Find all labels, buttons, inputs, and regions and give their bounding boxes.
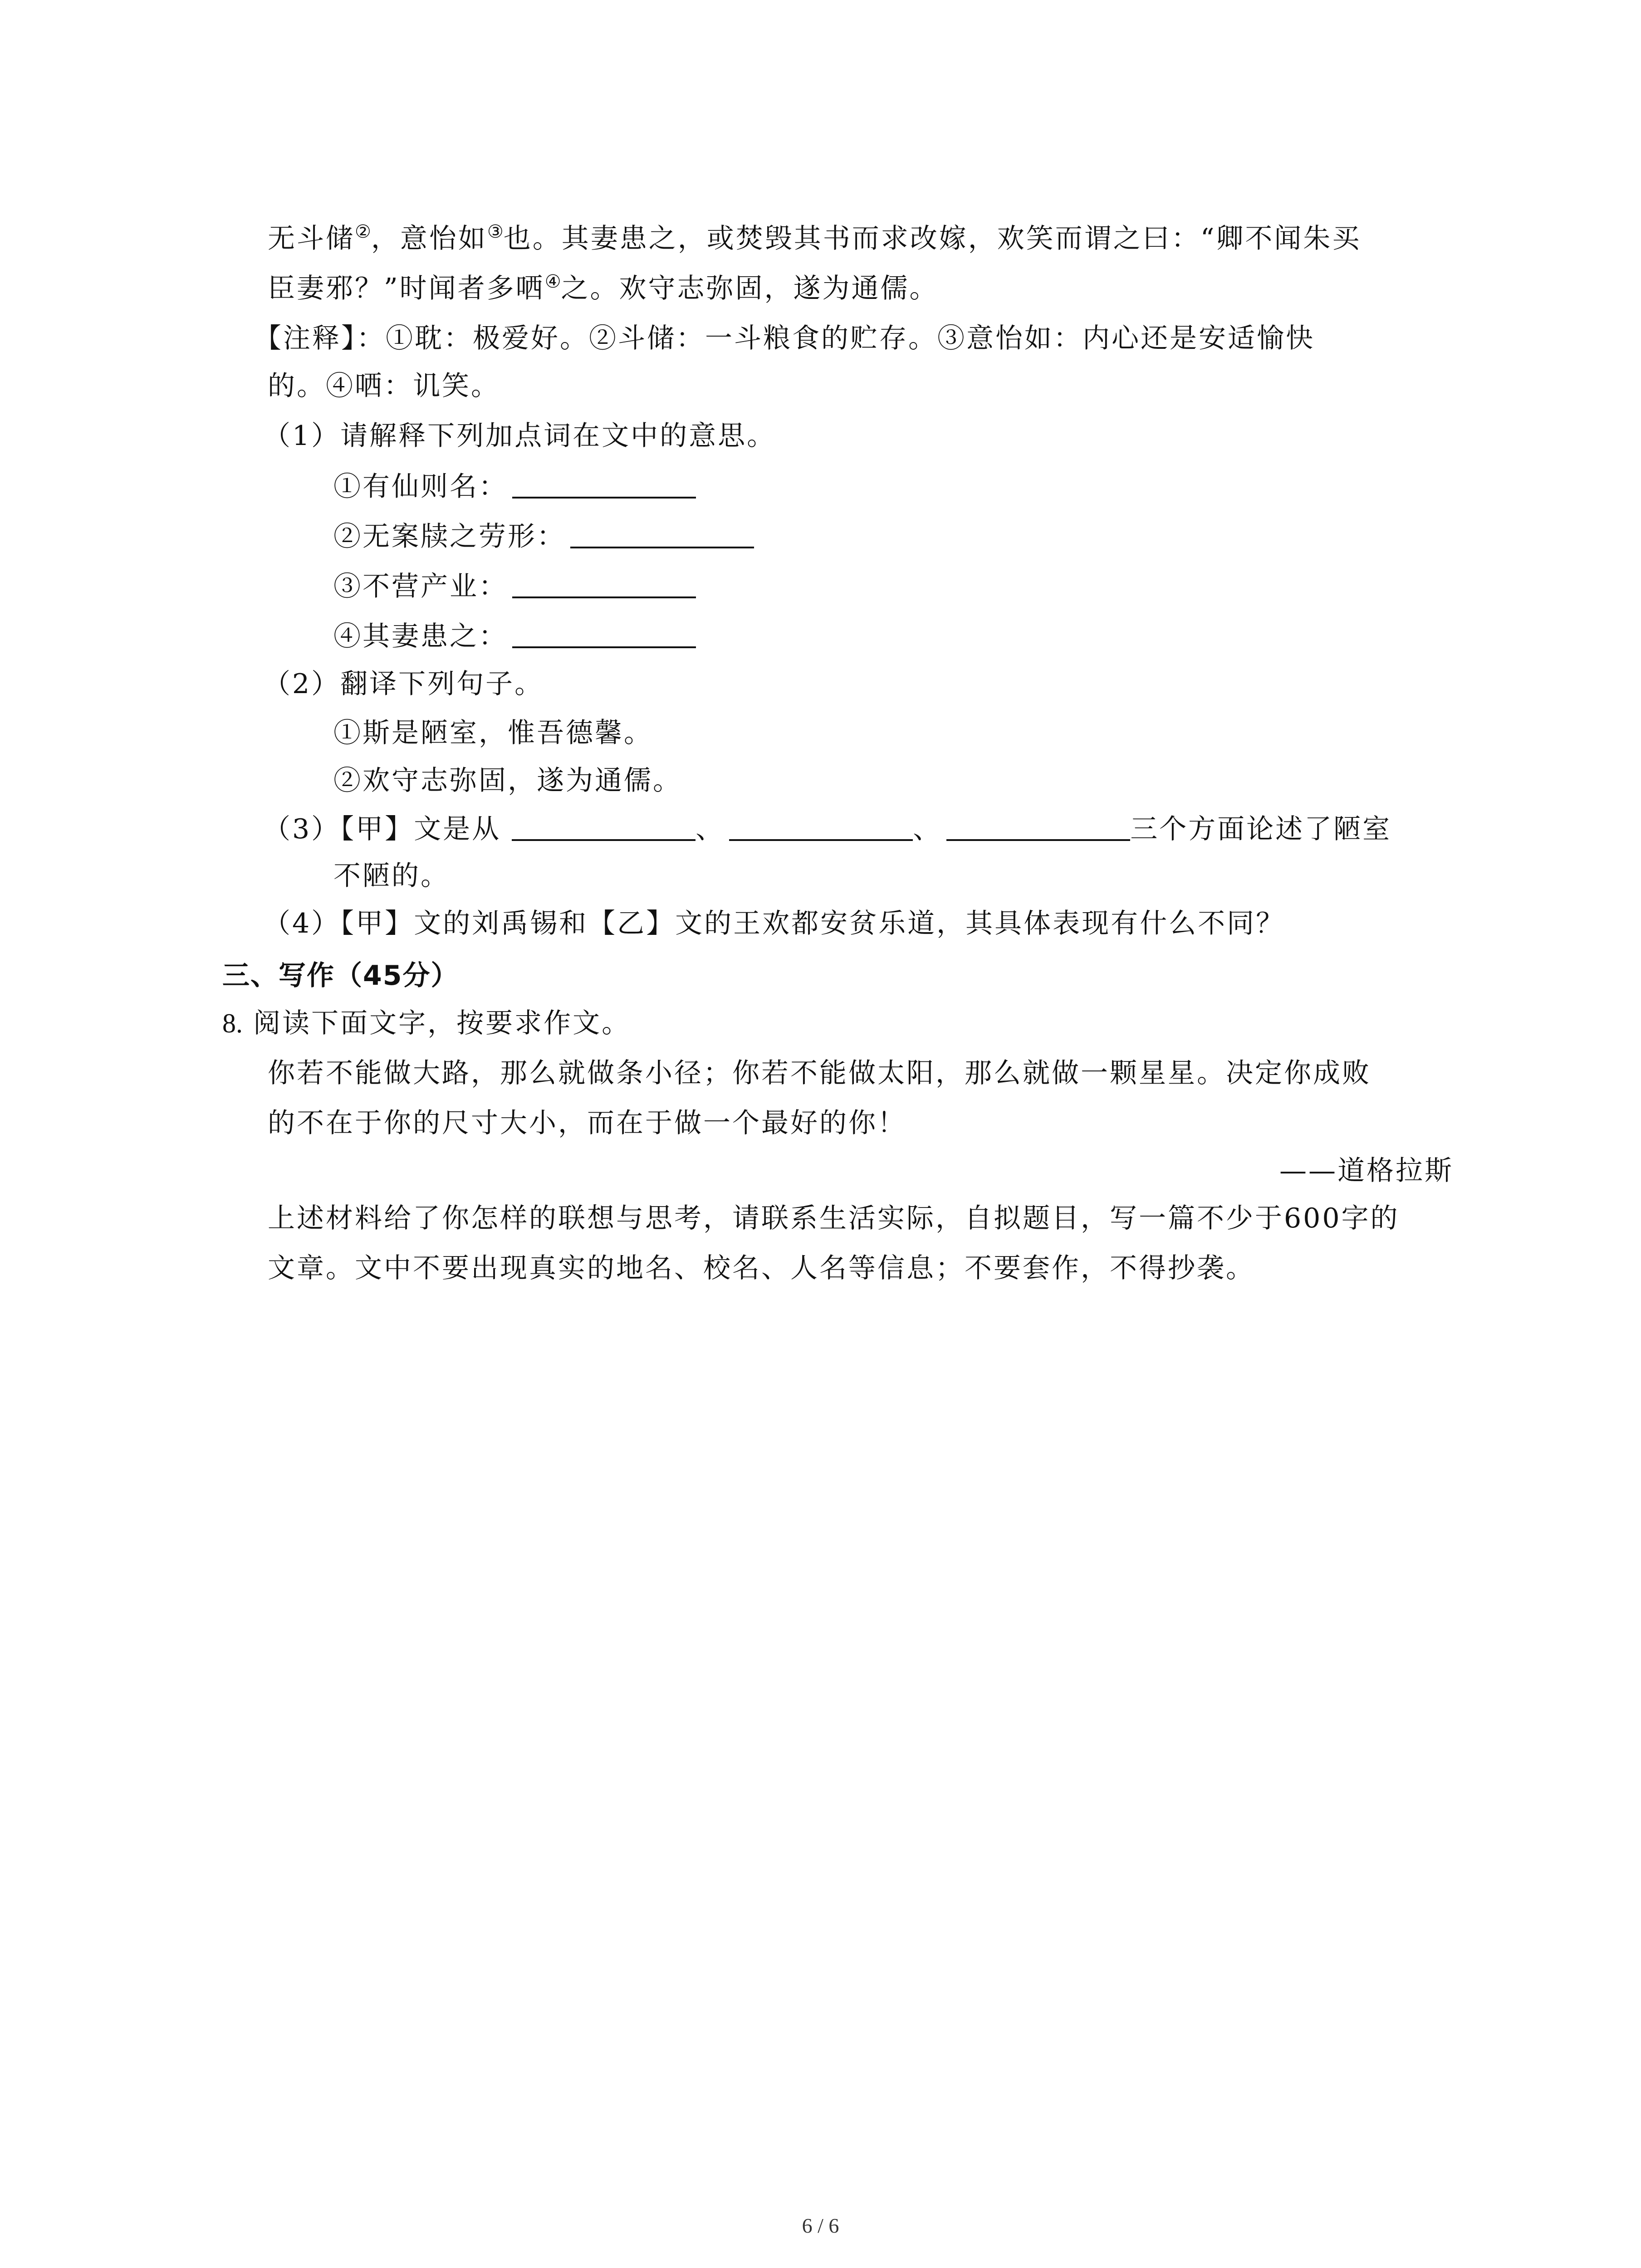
question-3-line-1	[263, 812, 1391, 846]
notes-line-1: 【注释】：①耽：极爱好。②斗储：一斗粮食的贮存。③意怡如：内心还是安适愉快	[254, 323, 1315, 354]
question-2-label: （2）翻译下列句子。	[263, 668, 544, 700]
item-label: ①有仙则名：	[333, 471, 508, 503]
passage-line-2	[268, 272, 939, 305]
requirement-line-2: 文章。文中不要出现真实的地名、校名、人名等信息；不要套作，不得抄袭。	[268, 1252, 1255, 1284]
question-text: 【甲】文是从	[340, 813, 501, 845]
requirement-line-1: 上述材料给了你怎样的联想与思考，请联系生活实际，自拟题目，写一篇不少于600字的	[268, 1202, 1400, 1234]
question-1-label: （1）请解释下列加点词在文中的意思。	[263, 420, 776, 452]
answer-blank[interactable]	[512, 812, 696, 841]
item-label: ③不营产业：	[333, 571, 508, 602]
passage-text: 无斗储	[268, 223, 355, 254]
question-text: 三个方面论述了陋室	[1130, 813, 1392, 845]
question-text: 阅读下面文字，按要求作文。	[253, 1007, 631, 1039]
notes-line-2: 的。④哂：讥笑。	[268, 370, 500, 402]
answer-blank[interactable]	[946, 812, 1130, 841]
passage-text: ，意怡如	[371, 223, 487, 254]
answer-blank[interactable]	[570, 519, 754, 548]
question-1-item-3	[333, 569, 696, 603]
passage-line-1	[268, 222, 1361, 255]
question-2-item-2: ②欢守志弥固，遂为通儒。	[333, 765, 682, 797]
answer-blank[interactable]	[729, 812, 913, 841]
page-number: 6 / 6	[802, 2214, 839, 2237]
answer-blank[interactable]	[512, 469, 696, 499]
section-3-heading: 三、写作（45分）	[222, 960, 459, 992]
quote-line-2: 的不在于你的尺寸大小，而在于做一个最好的你！	[268, 1107, 906, 1139]
passage-text: 之。欢守志弥固，遂为通儒。	[561, 273, 939, 304]
answer-blank[interactable]	[512, 569, 696, 598]
quote-attribution: ——道格拉斯	[1279, 1155, 1454, 1187]
question-1-item-4	[333, 619, 696, 653]
item-label: ②无案牍之劳形：	[333, 521, 566, 552]
question-2-item-1: ①斯是陋室，惟吾德馨。	[333, 717, 653, 749]
question-1-item-1	[333, 469, 696, 503]
question-3-line-2: 不陋的。	[333, 860, 450, 892]
separator: 、	[696, 813, 725, 845]
footnote-marker: ③	[487, 221, 504, 242]
passage-text: 也。其妻患之，或焚毁其书而求改嫁，欢笑而谓之曰：“卿不闻朱买	[503, 223, 1362, 254]
quote-line-1: 你若不能做大路，那么就做条小径；你若不能做太阳，那么就做一颗星星。决定你成败	[268, 1057, 1371, 1089]
footnote-marker: ④	[544, 271, 561, 292]
separator: 、	[913, 813, 942, 845]
passage-text: 臣妻邪？”时闻者多哂	[268, 273, 545, 304]
answer-blank[interactable]	[512, 619, 696, 648]
question-number: 8.	[222, 1008, 243, 1038]
question-8-instruction	[222, 1007, 631, 1040]
question-number: （3）	[263, 813, 341, 845]
question-4-label: （4）【甲】文的刘禹锡和【乙】文的王欢都安贫乐道，其具体表现有什么不同？	[263, 908, 1285, 939]
question-1-item-2	[333, 519, 754, 553]
item-label: ④其妻患之：	[333, 621, 508, 652]
footnote-marker: ②	[355, 221, 371, 242]
